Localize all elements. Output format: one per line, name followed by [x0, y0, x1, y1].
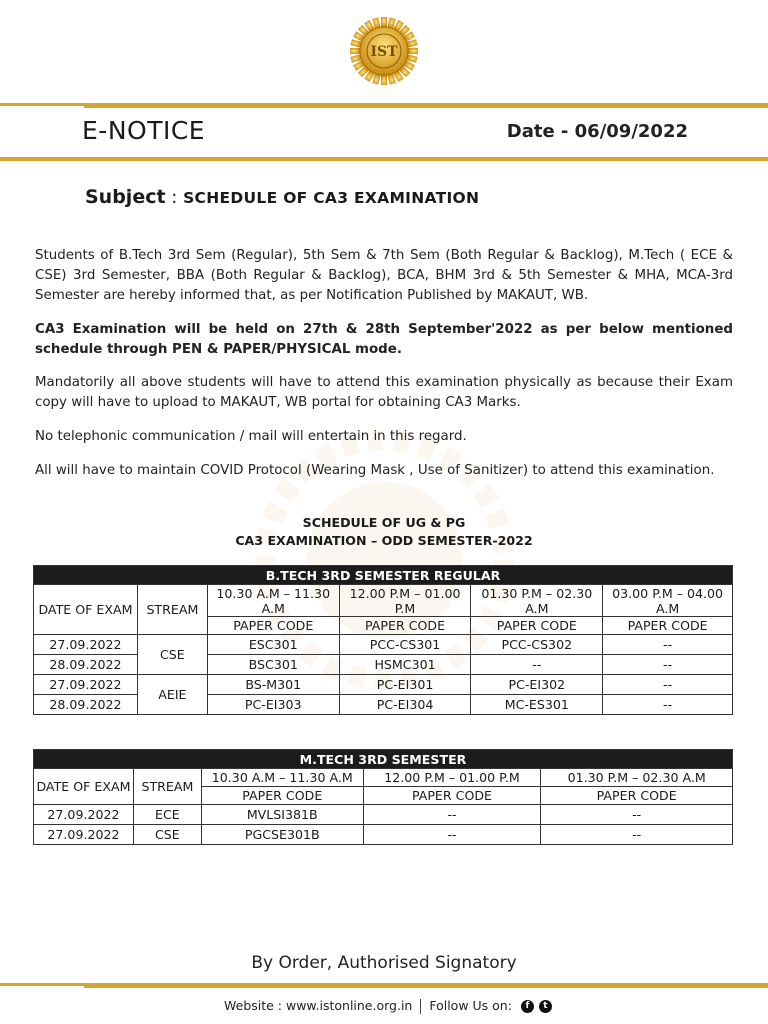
- paper-code: --: [541, 805, 733, 825]
- stream-header: STREAM: [133, 769, 201, 805]
- table-row: [34, 825, 733, 845]
- paper-code: PCC-CS301: [339, 635, 471, 655]
- paper-code: PC-EI302: [471, 675, 603, 695]
- notice-title: E-NOTICE: [82, 116, 206, 145]
- paper-code: --: [363, 805, 541, 825]
- paper-code: PC-EI304: [339, 695, 471, 715]
- paper-code: --: [603, 635, 733, 655]
- paper-code-header: PAPER CODE: [541, 787, 733, 805]
- footer: [224, 998, 552, 1014]
- exam-date: 27.09.2022: [34, 635, 138, 655]
- paper-code: BS-M301: [207, 675, 339, 695]
- btech-table-title: B.TECH 3RD SEMESTER REGULAR: [34, 566, 733, 585]
- header-rule: [84, 103, 768, 108]
- footer-divider: [420, 999, 421, 1014]
- paper-code-header: PAPER CODE: [603, 617, 733, 635]
- paper-code-header: PAPER CODE: [207, 617, 339, 635]
- institute-logo: [347, 14, 421, 88]
- paper-code: PGCSE301B: [201, 825, 363, 845]
- time-slot-header: 10.30 A.M – 11.30 A.M: [207, 585, 339, 617]
- twitter-icon[interactable]: t: [539, 1000, 552, 1013]
- time-slot-header: 12.00 P.M – 01.00 P.M: [339, 585, 471, 617]
- footer-rule-left: [0, 983, 84, 986]
- signatory-line: By Order, Authorised Signatory: [251, 953, 517, 973]
- time-slot-header: 01.30 P.M – 02.30 A.M: [541, 769, 733, 787]
- header-bottom-rule: [0, 157, 768, 161]
- subject-line: [85, 186, 479, 208]
- body-paragraph-2: CA3 Examination will be held on 27th & 28th September'2022 as per below mentioned schedule through PEN & PAPER/PHYSICAL mode.: [35, 322, 733, 357]
- paper-code-header: PAPER CODE: [201, 787, 363, 805]
- paper-code-header: PAPER CODE: [471, 617, 603, 635]
- paper-code-header: PAPER CODE: [363, 787, 541, 805]
- subject-label: Subject: [85, 186, 166, 208]
- exam-date: 27.09.2022: [34, 675, 138, 695]
- exam-date: 27.09.2022: [34, 805, 134, 825]
- subject-value: SCHEDULE OF CA3 EXAMINATION: [183, 189, 480, 207]
- schedule-heading: [0, 514, 768, 550]
- svg-text:IST: IST: [370, 44, 398, 60]
- stream-cell: AEIE: [137, 675, 207, 715]
- header-rule-left: [0, 103, 84, 106]
- mtech-schedule-table: [33, 749, 733, 845]
- exam-date: 28.09.2022: [34, 655, 138, 675]
- website-link[interactable]: Website : www.istonline.org.in: [224, 998, 413, 1013]
- body-paragraph-1: Students of B.Tech 3rd Sem (Regular), 5th Sem & 7th Sem (Both Regular & Backlog), M.Tech ( ECE & CSE) 3rd Semester, BBA (Both Regular & Backlog), BCA, BHM 3rd & 5th Semester & MHA, MCA-3rd Semester are hereby informed that, as per Notification Published by MAKAUT, WB.: [35, 248, 733, 303]
- paper-code: --: [541, 825, 733, 845]
- time-slot-header: 12.00 P.M – 01.00 P.M: [363, 769, 541, 787]
- subject-colon: :: [165, 187, 184, 208]
- paper-code: --: [363, 825, 541, 845]
- paper-code: BSC301: [207, 655, 339, 675]
- body-paragraph-3: Mandatorily all above students will have to attend this examination physically as because their Exam copy will have to upload to MAKAUT, WB portal for obtaining CA3 Marks.: [35, 375, 733, 410]
- time-slot-header: 10.30 A.M – 11.30 A.M: [201, 769, 363, 787]
- stream-header: STREAM: [137, 585, 207, 635]
- stream-cell: CSE: [137, 635, 207, 675]
- time-slot-header: 03.00 P.M – 04.00 A.M: [603, 585, 733, 617]
- schedule-heading-line-1: SCHEDULE OF UG & PG: [302, 515, 466, 530]
- table-row: [34, 805, 733, 825]
- follow-label: Follow Us on:: [429, 998, 512, 1013]
- table-row: [34, 635, 733, 655]
- paper-code: PCC-CS302: [471, 635, 603, 655]
- paper-code: --: [603, 675, 733, 695]
- date-header: DATE OF EXAM: [34, 769, 134, 805]
- exam-date: 27.09.2022: [34, 825, 134, 845]
- paper-code: --: [603, 695, 733, 715]
- paper-code: MC-ES301: [471, 695, 603, 715]
- schedule-heading-line-2: CA3 EXAMINATION – ODD SEMESTER-2022: [235, 533, 533, 548]
- body-paragraph-5: All will have to maintain COVID Protocol (Wearing Mask , Use of Sanitizer) to attend this examination.: [35, 463, 715, 478]
- btech-schedule-table: [33, 565, 733, 715]
- paper-code: --: [471, 655, 603, 675]
- paper-code: PC-EI303: [207, 695, 339, 715]
- paper-code: --: [603, 655, 733, 675]
- body-paragraph-4: No telephonic communication / mail will entertain in this regard.: [35, 429, 467, 444]
- notice-date: Date - 06/09/2022: [506, 121, 688, 142]
- stream-cell: ECE: [133, 805, 201, 825]
- paper-code: ESC301: [207, 635, 339, 655]
- facebook-icon[interactable]: f: [521, 1000, 534, 1013]
- paper-code: HSMC301: [339, 655, 471, 675]
- paper-code: PC-EI301: [339, 675, 471, 695]
- footer-rule: [84, 983, 768, 988]
- paper-code-header: PAPER CODE: [339, 617, 471, 635]
- paper-code: MVLSI381B: [201, 805, 363, 825]
- table-row: [34, 675, 733, 695]
- date-header: DATE OF EXAM: [34, 585, 138, 635]
- stream-cell: CSE: [133, 825, 201, 845]
- mtech-table-title: M.TECH 3RD SEMESTER: [34, 750, 733, 769]
- exam-date: 28.09.2022: [34, 695, 138, 715]
- time-slot-header: 01.30 P.M – 02.30 A.M: [471, 585, 603, 617]
